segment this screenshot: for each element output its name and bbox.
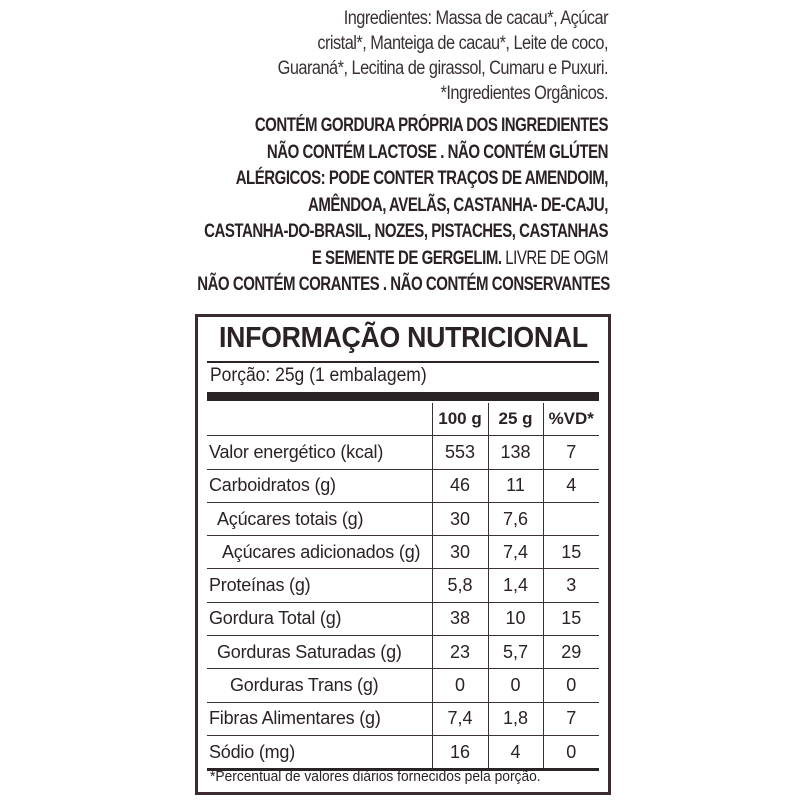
warning-line: ALÉRGICOS: PODE CONTER TRAÇOS DE AMENDOIM, — [235, 168, 608, 189]
table-row — [207, 502, 599, 535]
value-per-25g: 0 — [488, 669, 543, 702]
table-row — [207, 569, 599, 602]
value-daily-percent: 0 — [543, 735, 599, 769]
warning-line: CASTANHA-DO-BRASIL, NOZES, PISTACHES, CASTANHAS — [204, 221, 608, 242]
value-per-100g: 23 — [432, 636, 488, 669]
value-per-25g: 10 — [488, 602, 543, 635]
header-per-25g: 25 g — [488, 403, 543, 436]
value-per-25g: 7,6 — [488, 502, 543, 535]
nutrition-table — [207, 403, 599, 771]
nutrient-name: Gorduras Trans (g) — [207, 669, 432, 702]
warning-line: NÃO CONTÉM CORANTES . NÃO CONTÉM CONSERVANTES — [197, 274, 610, 295]
nutrient-name: Gordura Total (g) — [207, 602, 432, 635]
table-row — [207, 469, 599, 502]
ingredients-line: *Ingredientes Orgânicos. — [440, 83, 608, 104]
nutrient-name: Fibras Alimentares (g) — [207, 702, 432, 735]
value-per-25g: 1,8 — [488, 702, 543, 735]
warning-line: CONTÉM GORDURA PRÓPRIA DOS INGREDIENTES — [254, 115, 608, 136]
table-row — [207, 636, 599, 669]
value-per-100g: 0 — [432, 669, 488, 702]
value-daily-percent: 7 — [543, 436, 599, 469]
value-per-100g: 5,8 — [432, 569, 488, 602]
table-row — [207, 602, 599, 635]
table-row — [207, 536, 599, 569]
ingredients-line: Guaraná*, Lecitina de girassol, Cumaru e Puxuri. — [277, 58, 608, 79]
value-per-25g: 1,4 — [488, 569, 543, 602]
ingredients-line: Ingredientes: Massa de cacau*, Açúcar — [343, 8, 608, 29]
value-per-100g: 30 — [432, 536, 488, 569]
nutrient-name: Valor energético (kcal) — [207, 436, 432, 469]
allergen-warnings — [197, 113, 608, 299]
ingredients-text — [247, 6, 608, 106]
nutrient-name: Sódio (mg) — [207, 735, 432, 769]
value-per-100g: 38 — [432, 602, 488, 635]
header-per-100g: 100 g — [432, 403, 488, 436]
warning-line-bold: E SEMENTE DE GERGELIM. — [311, 247, 502, 269]
table-header-row — [207, 403, 599, 436]
value-per-25g: 7,4 — [488, 536, 543, 569]
value-daily-percent: 15 — [543, 602, 599, 635]
nutrition-title: INFORMAÇÃO NUTRICIONAL — [219, 322, 588, 354]
value-daily-percent: 15 — [543, 536, 599, 569]
table-row — [207, 702, 599, 735]
nutrient-name: Gorduras Saturadas (g) — [207, 636, 432, 669]
value-daily-percent — [543, 502, 599, 535]
table-row — [207, 669, 599, 702]
serving-size: Porção: 25g (1 embalagem) — [210, 365, 427, 386]
value-daily-percent: 29 — [543, 636, 599, 669]
value-per-100g: 7,4 — [432, 702, 488, 735]
nutrient-name: Açúcares adicionados (g) — [207, 536, 432, 569]
header-nutrient — [207, 403, 432, 436]
value-daily-percent: 0 — [543, 669, 599, 702]
serving-divider — [207, 392, 599, 401]
warning-line — [197, 246, 608, 273]
nutrient-name: Proteínas (g) — [207, 569, 432, 602]
ingredients-line: cristal*, Manteiga de cacau*, Leite de coco, — [317, 33, 608, 54]
table-row — [207, 436, 599, 469]
value-per-25g: 11 — [488, 469, 543, 502]
gmo-free-note: LIVRE DE OGM — [501, 247, 608, 269]
nutrient-name: Carboidratos (g) — [207, 469, 432, 502]
warning-line: AMÊNDOA, AVELÃS, CASTANHA- DE-CAJU, — [307, 194, 608, 216]
value-per-100g: 16 — [432, 735, 488, 769]
warning-line: NÃO CONTÉM LACTOSE . NÃO CONTÉM GLÚTEN — [266, 141, 608, 163]
table-row — [207, 735, 599, 769]
value-per-100g: 30 — [432, 502, 488, 535]
title-divider — [207, 361, 599, 363]
value-per-25g: 4 — [488, 735, 543, 769]
value-per-25g: 138 — [488, 436, 543, 469]
daily-value-footnote: *Percentual de valores diários fornecidos pela porção. — [210, 768, 541, 785]
value-daily-percent: 4 — [543, 469, 599, 502]
value-per-25g: 5,7 — [488, 636, 543, 669]
nutrient-name: Açúcares totais (g) — [207, 502, 432, 535]
value-per-100g: 553 — [432, 436, 488, 469]
value-per-100g: 46 — [432, 469, 488, 502]
header-daily-value: %VD* — [543, 403, 599, 436]
nutrition-facts-panel — [195, 314, 611, 795]
value-daily-percent: 3 — [543, 569, 599, 602]
value-daily-percent: 7 — [543, 702, 599, 735]
